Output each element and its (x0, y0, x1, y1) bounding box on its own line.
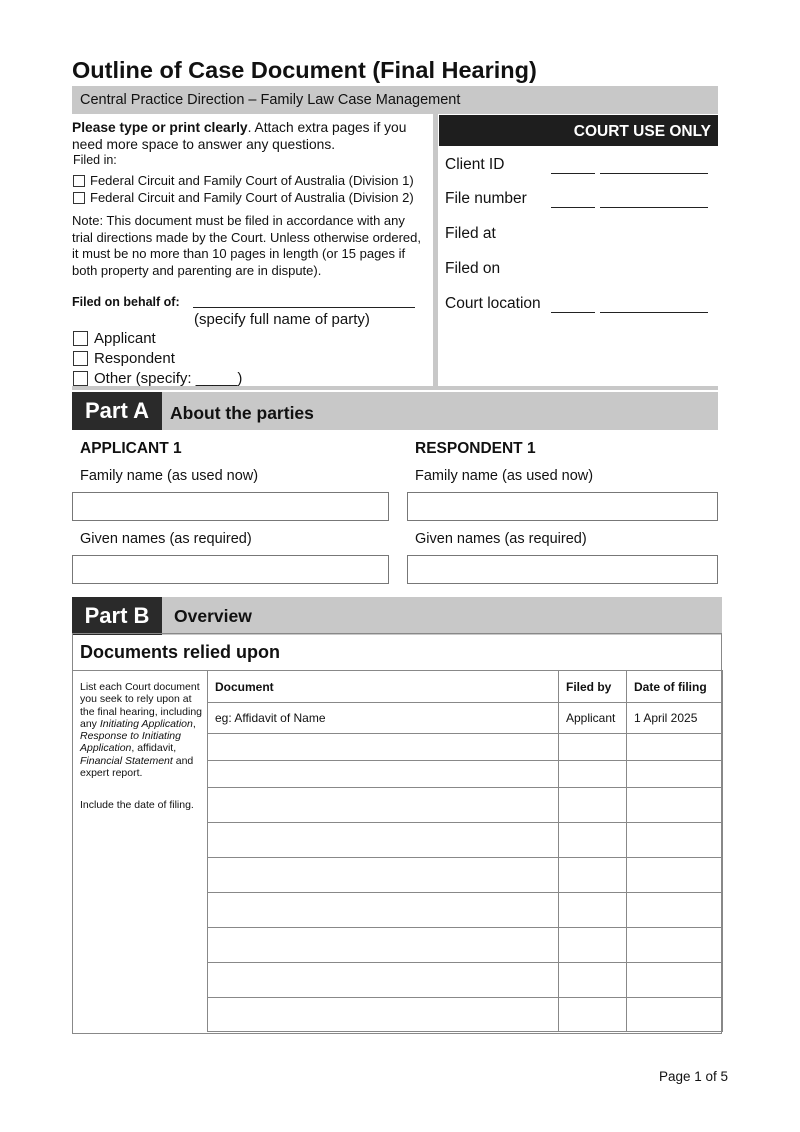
instr-italic: Initiating Application (99, 717, 193, 730)
court-field-label: File number (445, 190, 527, 207)
document-cell[interactable] (208, 734, 559, 761)
table-row (208, 858, 723, 893)
instr-italic: Financial Statement (80, 754, 173, 767)
instr-italic: Response to Initiating Application (80, 730, 181, 755)
party-option-applicant[interactable] (73, 330, 156, 347)
filed-by-cell[interactable] (559, 893, 627, 928)
part-a-bar (72, 392, 718, 430)
filed-in-label: Filed in: (73, 153, 117, 167)
table-row (208, 788, 723, 823)
document-cell[interactable] (208, 788, 559, 823)
column-header-document: Document (208, 671, 559, 703)
respondent-family-name-label: Family name (as used now) (415, 468, 594, 484)
table-row (208, 928, 723, 963)
court-field-filed-at (445, 225, 496, 243)
applicant-given-names-label: Given names (as required) (80, 531, 252, 547)
table-header-row (208, 671, 723, 703)
client-id-blank-1[interactable] (551, 173, 595, 174)
example-date-cell: 1 April 2025 (627, 703, 723, 734)
party-option-label: Respondent (94, 350, 175, 367)
checkbox[interactable] (73, 175, 85, 187)
applicant-family-name-input[interactable] (72, 492, 389, 521)
checkbox[interactable] (73, 192, 85, 204)
client-id-blank-2[interactable] (600, 173, 708, 174)
filed-by-cell[interactable] (559, 823, 627, 858)
instr-text: and expert report. (80, 754, 194, 780)
court-use-heading: COURT USE ONLY (573, 123, 711, 140)
date-cell[interactable] (627, 893, 723, 928)
respondent-family-name-input[interactable] (407, 492, 718, 521)
document-cell[interactable] (208, 998, 559, 1032)
practice-direction-subtitle: Central Practice Direction – Family Law Case Management (80, 92, 461, 108)
table-row (208, 893, 723, 928)
respondent-given-names-label: Given names (as required) (415, 531, 587, 547)
file-number-blank-1[interactable] (551, 207, 595, 208)
respondent-given-names-input[interactable] (407, 555, 718, 584)
court-field-filed-on (445, 260, 500, 278)
example-filed-by-cell: Applicant (559, 703, 627, 734)
date-cell[interactable] (627, 761, 723, 788)
date-cell[interactable] (627, 928, 723, 963)
documents-instructions (80, 681, 204, 779)
court-option-label: Federal Circuit and Family Court of Australia (Division 1) (90, 173, 414, 188)
filed-by-cell[interactable] (559, 998, 627, 1032)
instructions-text (72, 120, 422, 153)
document-cell[interactable] (208, 893, 559, 928)
date-cell[interactable] (627, 734, 723, 761)
court-field-label: Court location (445, 295, 541, 312)
applicant-given-names-input[interactable] (72, 555, 389, 584)
filed-on-behalf-label: Filed on behalf of: (72, 295, 180, 309)
document-cell[interactable] (208, 858, 559, 893)
date-of-filing-note: Include the date of filing. (80, 799, 194, 811)
instr-text: , (192, 717, 196, 730)
date-cell[interactable] (627, 823, 723, 858)
instr-text: List each Court document you seek to rely upon at the final hearing, including any (80, 681, 203, 730)
court-option-division-1[interactable] (73, 173, 414, 188)
table-row (208, 823, 723, 858)
checkbox[interactable] (73, 351, 88, 366)
file-number-blank-2[interactable] (600, 207, 708, 208)
document-cell[interactable] (208, 963, 559, 998)
table-row-example (208, 703, 723, 734)
documents-heading: Documents relied upon (80, 642, 281, 662)
court-option-division-2[interactable] (73, 190, 414, 205)
instructions-bold: Please type or print clearly (72, 120, 248, 135)
party-option-respondent[interactable] (73, 350, 175, 367)
table-row (208, 963, 723, 998)
date-cell[interactable] (627, 788, 723, 823)
instr-text: , affidavit, (131, 742, 177, 755)
filed-by-cell[interactable] (559, 963, 627, 998)
page-title: Outline of Case Document (Final Hearing) (72, 57, 537, 83)
court-field-label: Filed at (445, 225, 496, 242)
court-field-court-location (445, 295, 541, 313)
filed-by-cell[interactable] (559, 788, 627, 823)
checkbox[interactable] (73, 371, 88, 386)
part-a-title: About the parties (170, 403, 314, 423)
table-row (208, 734, 723, 761)
specify-party-hint: (specify full name of party) (194, 311, 370, 328)
filed-on-behalf-field[interactable] (193, 307, 415, 308)
party-option-label: Other (specify: _____) (94, 370, 243, 387)
column-divider (433, 114, 438, 390)
part-b-title: Overview (174, 606, 252, 626)
applicant-family-name-label: Family name (as used now) (80, 468, 259, 484)
filing-note: Note: This document must be filed in accordance with any trial directions made by the Court. Unless otherwise ordered, it must be no more than 10 pages in length (or 15 pages if both property and parenting are in dispute). (72, 213, 421, 278)
column-header-filed-by: Filed by (559, 671, 627, 703)
instructions-rest: . Attach extra pages if you need more space to answer any questions. (72, 120, 407, 152)
court-option-label: Federal Circuit and Family Court of Australia (Division 2) (90, 190, 414, 205)
court-field-client-id (445, 156, 504, 174)
applicant-heading: APPLICANT 1 (80, 440, 182, 457)
filed-by-cell[interactable] (559, 928, 627, 963)
date-cell[interactable] (627, 998, 723, 1032)
document-cell[interactable] (208, 823, 559, 858)
court-location-blank-2[interactable] (600, 312, 708, 313)
respondent-heading: RESPONDENT 1 (415, 440, 536, 457)
page-number: Page 1 of 5 (658, 1069, 728, 1084)
court-field-label: Client ID (445, 156, 505, 173)
filed-by-cell[interactable] (559, 858, 627, 893)
documents-table (207, 670, 723, 1032)
example-document-cell: eg: Affidavit of Name (208, 703, 559, 734)
part-b-bar (72, 597, 722, 635)
table-row (208, 998, 723, 1032)
table-row (208, 761, 723, 788)
filed-by-cell[interactable] (559, 734, 627, 761)
filed-by-cell[interactable] (559, 761, 627, 788)
part-a-tag: Part A (72, 392, 162, 430)
court-field-file-number (445, 190, 527, 208)
part-b-tag: Part B (72, 597, 162, 635)
party-option-label: Applicant (94, 330, 156, 347)
date-cell[interactable] (627, 858, 723, 893)
checkbox[interactable] (73, 331, 88, 346)
party-option-other[interactable] (73, 370, 242, 387)
court-field-label: Filed on (445, 260, 501, 277)
column-header-date-of-filing: Date of filing (627, 671, 723, 703)
document-cell[interactable] (208, 761, 559, 788)
date-cell[interactable] (627, 963, 723, 998)
document-cell[interactable] (208, 928, 559, 963)
court-location-blank-1[interactable] (551, 312, 595, 313)
